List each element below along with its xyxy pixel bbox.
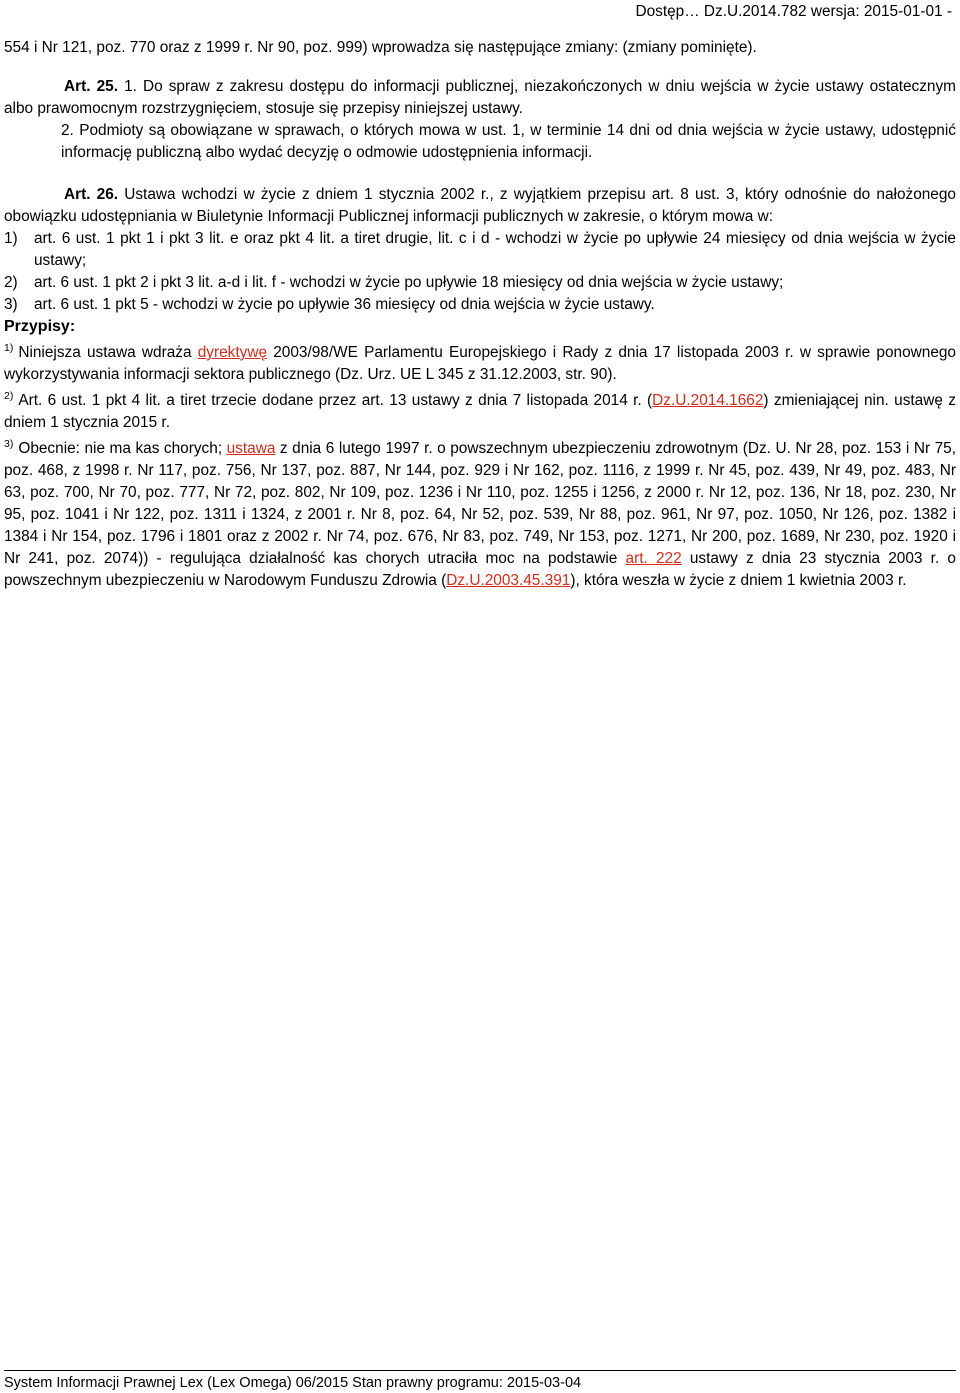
footnote-3-marker: 3) — [4, 437, 14, 450]
footnote-3-link-dzu[interactable]: Dz.U.2003.45.391 — [446, 572, 571, 589]
footnote-1-text-after: 2003/98/WE Parlamentu Europejskiego i Rady z dnia 17 listopada 2003 r. w sprawie ponownego wykorzystywania informacji sektora publicznego (Dz. Urz. UE L 345 z 31.12.2003, str. 90). — [4, 344, 956, 383]
footnote-3-text-middle-2: ustawy z dnia 23 stycznia 2003 r. o powszechnym ubezpieczeniu w Narodowym Funduszu Zdrowia ( — [4, 550, 956, 589]
footnote-3-link-art-222[interactable]: art. 222 — [625, 550, 682, 567]
art-26-paragraph — [4, 184, 956, 228]
footnote-3-text-after: ), która weszła w życie z dniem 1 kwietnia 2003 r. — [570, 572, 907, 589]
art-26-label: Art. 26. — [64, 186, 119, 203]
footnote-1-marker: 1) — [4, 341, 14, 354]
art-25-p1-text: 1. Do spraw z zakresu dostępu do informacji publicznej, niezakończonych w dniu wejścia w życie ustawy ostatecznym albo prawomocnym rozstrzygnięciem, stosuje się przepisy niniejszej ustawy. — [4, 78, 957, 117]
footnote-2 — [4, 390, 956, 434]
list-item-text: art. 6 ust. 1 pkt 5 - wchodzi w życie po upływie 36 miesięcy od dnia wejścia w życie ustawy. — [34, 296, 655, 313]
spacer — [4, 164, 956, 184]
art-25-label: Art. 25. — [64, 78, 118, 95]
footnotes-heading: Przypisy: — [4, 318, 76, 335]
footnote-2-link-dzu[interactable]: Dz.U.2014.1662 — [652, 392, 764, 409]
art-26-list-item — [4, 272, 956, 294]
page-footer: System Informacji Prawnej Lex (Lex Omega) 06/2015 Stan prawny programu: 2015-03-04 — [4, 1370, 956, 1393]
list-item-number: 2) — [4, 274, 18, 291]
list-item-number: 1) — [4, 230, 18, 247]
list-item-text: art. 6 ust. 1 pkt 2 i pkt 3 lit. a-d i lit. f - wchodzi w życie po upływie 18 miesięcy od dnia wejścia w życie ustawy; — [34, 274, 784, 291]
footnote-3-text-before: Obecnie: nie ma kas chorych; — [18, 440, 227, 457]
page-header: Dostęp… Dz.U.2014.782 wersja: 2015-01-01 - — [635, 3, 952, 20]
footnote-3 — [4, 438, 956, 592]
footnote-2-text-before: Art. 6 ust. 1 pkt 4 lit. a tiret trzecie dodane przez art. 13 ustawy z dnia 7 listopada 2014 r. ( — [18, 392, 653, 409]
footnote-3-text-middle: z dnia 6 lutego 1997 r. o powszechnym ubezpieczeniu zdrowotnym (Dz. U. Nr 28, poz. 153 i Nr 75, poz. 468, z 1998 r. Nr 117, poz. 756, Nr 137, poz. 887, Nr 144, poz. 929 i Nr 162, poz. 1116, z 1999 r. Nr 45, poz. 439, Nr 49, poz. 483, Nr 63, poz. 700, Nr 70, poz. 777, Nr 72, poz. 802, Nr 109, poz. 1236 i Nr 110, poz. 1255 i 1256, z 2000 r. Nr 12, poz. 136, Nr 18, poz. 230, Nr 95, poz. 1041 i Nr 122, poz. 1311 i 1324, z 2001 r. Nr 8, poz. 64, Nr 52, poz. 539, Nr 88, poz. 961, Nr 97, poz. 1050, Nr 126, poz. 1382 i 1384 i Nr 154, poz. 1796 i 1801 oraz z 2002 r. Nr 74, poz. 676, Nr 83, poz. 749, Nr 153, poz. 1271, Nr 200, poz. 1689, Nr 230, poz. 1920 i Nr 241, poz. 2074)) - regulująca działalność kas chorych utraciła moc na podstawie — [4, 440, 956, 567]
footnote-1 — [4, 342, 956, 386]
list-item-text: art. 6 ust. 1 pkt 1 i pkt 3 lit. e oraz pkt 4 lit. a tiret drugie, lit. c i d - wchodzi w życie po upływie 24 miesięcy od dnia wejścia w życie ustawy; — [34, 230, 956, 269]
intro-line: 554 i Nr 121, poz. 770 oraz z 1999 r. Nr 90, poz. 999) wprowadza się następujące zmiany: (zmiany pominięte). — [4, 39, 757, 56]
spacer — [4, 59, 956, 76]
footnote-1-text-before: Niniejsza ustawa wdraża — [18, 344, 198, 361]
art-25-paragraph-1 — [4, 76, 956, 120]
art-25-paragraph-2: 2. Podmioty są obowiązane w sprawach, o których mowa w ust. 1, w terminie 14 dni od dnia wejścia w życie ustawy, udostępnić informację publiczną albo wydać decyzję o odmowie udostępnienia informacji. — [61, 122, 956, 161]
document-body — [4, 37, 956, 592]
art-26-list-item — [4, 228, 956, 272]
footnote-1-link-directive[interactable]: dyrektywę — [197, 344, 268, 361]
art-26-text: Ustawa wchodzi w życie z dniem 1 stycznia 2002 r., z wyjątkiem przepisu art. 8 ust. 3, który odnośnie do nałożonego obowiązku udostępniania w Biuletynie Informacji Publicznej informacji publicznych w zakresie, o którym mowa w: — [4, 186, 956, 225]
footnote-2-text-after: ) zmieniającej nin. ustawę z dniem 1 stycznia 2015 r. — [4, 392, 956, 431]
list-item-number: 3) — [4, 296, 18, 313]
footnote-3-link-ustawa[interactable]: ustawa — [226, 440, 276, 457]
footnote-2-marker: 2) — [4, 389, 14, 402]
art-26-list-item — [4, 294, 956, 316]
